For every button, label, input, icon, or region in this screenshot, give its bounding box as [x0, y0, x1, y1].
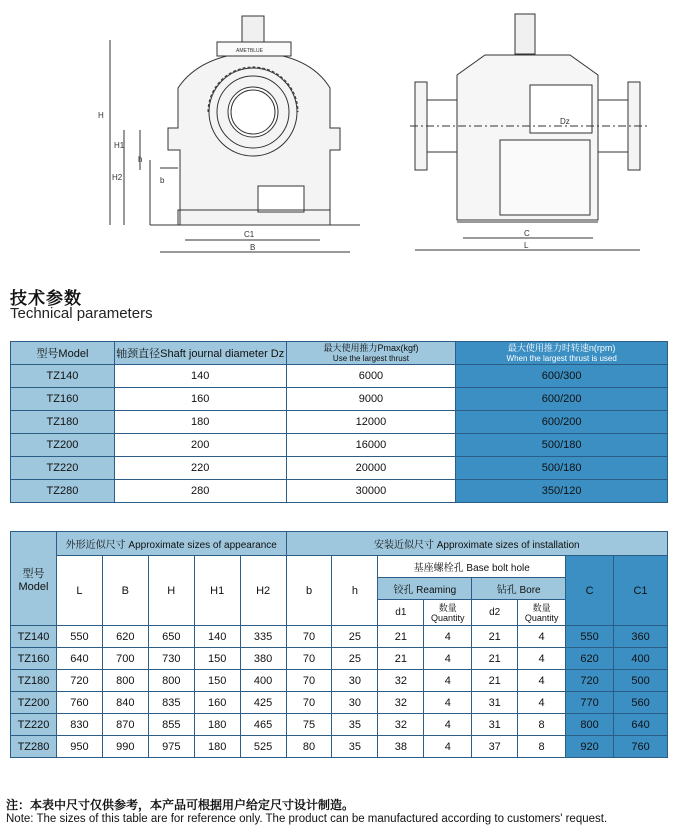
nameplate-text: AMETBLUE [236, 48, 263, 54]
cell-n: 500/180 [456, 434, 668, 457]
header-max-thrust [286, 342, 456, 365]
cell-B: 870 [102, 714, 148, 736]
table-row [11, 365, 668, 388]
note-english: Note: The sizes of this table are for reference only. The product can be manufactured according to customers' request. [6, 813, 608, 825]
cell-pmax: 30000 [286, 480, 456, 503]
table-row [11, 648, 668, 670]
cell-L: 640 [56, 648, 102, 670]
cell-H1: 150 [194, 670, 240, 692]
cell-model: TZ140 [11, 626, 57, 648]
cell-pmax: 16000 [286, 434, 456, 457]
cell-model: TZ200 [11, 692, 57, 714]
header-max-thrust-en: Use the largest thrust [332, 354, 409, 363]
dim-B-label: B [250, 243, 256, 252]
header-H2: H2 [240, 556, 286, 626]
cell-L: 550 [56, 626, 102, 648]
header-model [11, 532, 57, 626]
header-speed-en: When the largest thrust is used [506, 354, 617, 363]
cell-q1: 4 [424, 670, 472, 692]
cell-d2: 31 [472, 714, 518, 736]
cell-model: TZ160 [11, 388, 115, 411]
cell-q2: 8 [518, 736, 566, 758]
header-model: 型号Model [11, 342, 115, 365]
cell-H1: 150 [194, 648, 240, 670]
cell-H1: 180 [194, 736, 240, 758]
cell-q2: 4 [518, 626, 566, 648]
cell-H1: 160 [194, 692, 240, 714]
cell-H: 800 [148, 670, 194, 692]
header-reaming: 铰孔 Reaming [378, 578, 472, 600]
cell-q1: 4 [424, 736, 472, 758]
cell-H1: 180 [194, 714, 240, 736]
header-quantity-2 [518, 600, 566, 626]
dim-b-label: b [160, 176, 165, 185]
cell-model: TZ200 [11, 434, 115, 457]
cell-H: 835 [148, 692, 194, 714]
cell-q2: 4 [518, 648, 566, 670]
cell-n: 350/120 [456, 480, 668, 503]
table-row [11, 434, 668, 457]
cell-C: 770 [566, 692, 614, 714]
cell-dz: 180 [114, 411, 286, 434]
header-h: h [332, 556, 378, 626]
dim-H2-label: H2 [112, 173, 123, 182]
section-title-en: Technical parameters [10, 305, 153, 322]
header-b: b [286, 556, 332, 626]
cell-dz: 280 [114, 480, 286, 503]
dim-C-label: C [524, 229, 530, 238]
cell-model: TZ180 [11, 411, 115, 434]
cell-h: 35 [332, 736, 378, 758]
cell-q1: 4 [424, 648, 472, 670]
cell-model: TZ280 [11, 480, 115, 503]
cell-q1: 4 [424, 714, 472, 736]
cell-d1: 32 [378, 692, 424, 714]
cell-n: 600/200 [456, 411, 668, 434]
header-max-thrust-cn: 最大使用推力Pmax(kgf) [323, 343, 419, 353]
technical-drawings [0, 0, 680, 265]
cell-h: 30 [332, 692, 378, 714]
table-row [11, 714, 668, 736]
cell-d1: 38 [378, 736, 424, 758]
header-quantity-2-cn: 数量 [532, 602, 551, 613]
cell-model: TZ180 [11, 670, 57, 692]
table-row [11, 388, 668, 411]
cell-h: 25 [332, 626, 378, 648]
cell-d2: 21 [472, 648, 518, 670]
cell-d2: 31 [472, 692, 518, 714]
cell-model: TZ220 [11, 714, 57, 736]
header-bore: 钻孔 Bore [472, 578, 566, 600]
cell-B: 840 [102, 692, 148, 714]
performance-table [10, 341, 668, 503]
header-speed-cn: 最大使用推力时转速n(rpm) [507, 343, 616, 353]
cell-dz: 200 [114, 434, 286, 457]
cell-H2: 425 [240, 692, 286, 714]
cell-n: 600/200 [456, 388, 668, 411]
cell-L: 830 [56, 714, 102, 736]
dim-H-label: H [98, 111, 104, 120]
cell-d1: 32 [378, 670, 424, 692]
cell-d2: 37 [472, 736, 518, 758]
cell-h: 25 [332, 648, 378, 670]
cell-model: TZ140 [11, 365, 115, 388]
note-chinese: 注：本表中尺寸仅供参考，本产品可根据用户给定尺寸设计制造。 [6, 798, 355, 812]
cell-C: 620 [566, 648, 614, 670]
cell-C: 720 [566, 670, 614, 692]
header-L: L [56, 556, 102, 626]
cell-L: 760 [56, 692, 102, 714]
header-quantity-1 [424, 600, 472, 626]
cell-H: 650 [148, 626, 194, 648]
header-quantity-1-cn: 数量 [438, 602, 457, 613]
cell-b: 70 [286, 670, 332, 692]
header-quantity-1-en: Quantity [430, 612, 465, 623]
cell-q1: 4 [424, 692, 472, 714]
side-view-drawing [410, 14, 650, 250]
header-installation: 安装近似尺寸 Approximate sizes of installation [286, 532, 667, 556]
header-d2: d2 [472, 600, 518, 626]
cell-H1: 140 [194, 626, 240, 648]
cell-d1: 21 [378, 648, 424, 670]
header-appearance: 外形近似尺寸 Approximate sizes of appearance [56, 532, 286, 556]
cell-n: 500/180 [456, 457, 668, 480]
table-row [11, 692, 668, 714]
cell-H: 730 [148, 648, 194, 670]
cell-C1: 560 [614, 692, 668, 714]
header-base-bolt-hole: 基座螺栓孔 Base bolt hole [378, 556, 566, 578]
cell-B: 800 [102, 670, 148, 692]
table-row [11, 670, 668, 692]
cell-L: 720 [56, 670, 102, 692]
cell-q2: 4 [518, 692, 566, 714]
cell-h: 30 [332, 670, 378, 692]
cell-H2: 380 [240, 648, 286, 670]
cell-C1: 760 [614, 736, 668, 758]
cell-C: 800 [566, 714, 614, 736]
cell-C1: 640 [614, 714, 668, 736]
cell-b: 75 [286, 714, 332, 736]
dim-L-label: L [524, 241, 529, 250]
cell-C1: 500 [614, 670, 668, 692]
dim-C1-label: C1 [244, 230, 255, 239]
table-row [11, 457, 668, 480]
cell-H: 975 [148, 736, 194, 758]
cell-C1: 400 [614, 648, 668, 670]
dim-H1-label: H1 [114, 141, 125, 150]
cell-model: TZ220 [11, 457, 115, 480]
cell-L: 950 [56, 736, 102, 758]
dim-h-label: h [138, 155, 143, 164]
cell-B: 620 [102, 626, 148, 648]
cell-pmax: 9000 [286, 388, 456, 411]
front-view-drawing [110, 16, 360, 252]
cell-q2: 8 [518, 714, 566, 736]
section-title-cn: 技术参数 [10, 289, 82, 308]
cell-d2: 21 [472, 670, 518, 692]
cell-d1: 32 [378, 714, 424, 736]
cell-pmax: 12000 [286, 411, 456, 434]
header-C: C [566, 556, 614, 626]
header-H1: H1 [194, 556, 240, 626]
cell-B: 700 [102, 648, 148, 670]
cell-B: 990 [102, 736, 148, 758]
dim-Dz-label: Dz [560, 117, 570, 126]
table-row [11, 626, 668, 648]
header-H: H [148, 556, 194, 626]
header-model-en: Model [18, 580, 49, 593]
cell-d2: 21 [472, 626, 518, 648]
header-C1: C1 [614, 556, 668, 626]
cell-H2: 400 [240, 670, 286, 692]
cell-q1: 4 [424, 626, 472, 648]
cell-b: 80 [286, 736, 332, 758]
cell-C1: 360 [614, 626, 668, 648]
cell-H2: 525 [240, 736, 286, 758]
header-journal-diameter: 轴颈直径Shaft journal diameter Dz [114, 342, 286, 365]
table-row [11, 736, 668, 758]
cell-pmax: 20000 [286, 457, 456, 480]
cell-dz: 140 [114, 365, 286, 388]
header-quantity-2-en: Quantity [524, 612, 559, 623]
cell-q2: 4 [518, 670, 566, 692]
header-B: B [102, 556, 148, 626]
cell-pmax: 6000 [286, 365, 456, 388]
header-speed [456, 342, 668, 365]
cell-d1: 21 [378, 626, 424, 648]
cell-H: 855 [148, 714, 194, 736]
table-row [11, 480, 668, 503]
cell-dz: 220 [114, 457, 286, 480]
dimensions-table [10, 531, 668, 758]
table-row [11, 411, 668, 434]
cell-C: 550 [566, 626, 614, 648]
cell-b: 70 [286, 648, 332, 670]
cell-h: 35 [332, 714, 378, 736]
cell-H2: 465 [240, 714, 286, 736]
cell-n: 600/300 [456, 365, 668, 388]
cell-dz: 160 [114, 388, 286, 411]
cell-model: TZ160 [11, 648, 57, 670]
header-model-cn: 型号 [22, 567, 45, 580]
cell-C: 920 [566, 736, 614, 758]
cell-b: 70 [286, 692, 332, 714]
header-d1: d1 [378, 600, 424, 626]
cell-model: TZ280 [11, 736, 57, 758]
cell-b: 70 [286, 626, 332, 648]
cell-H2: 335 [240, 626, 286, 648]
